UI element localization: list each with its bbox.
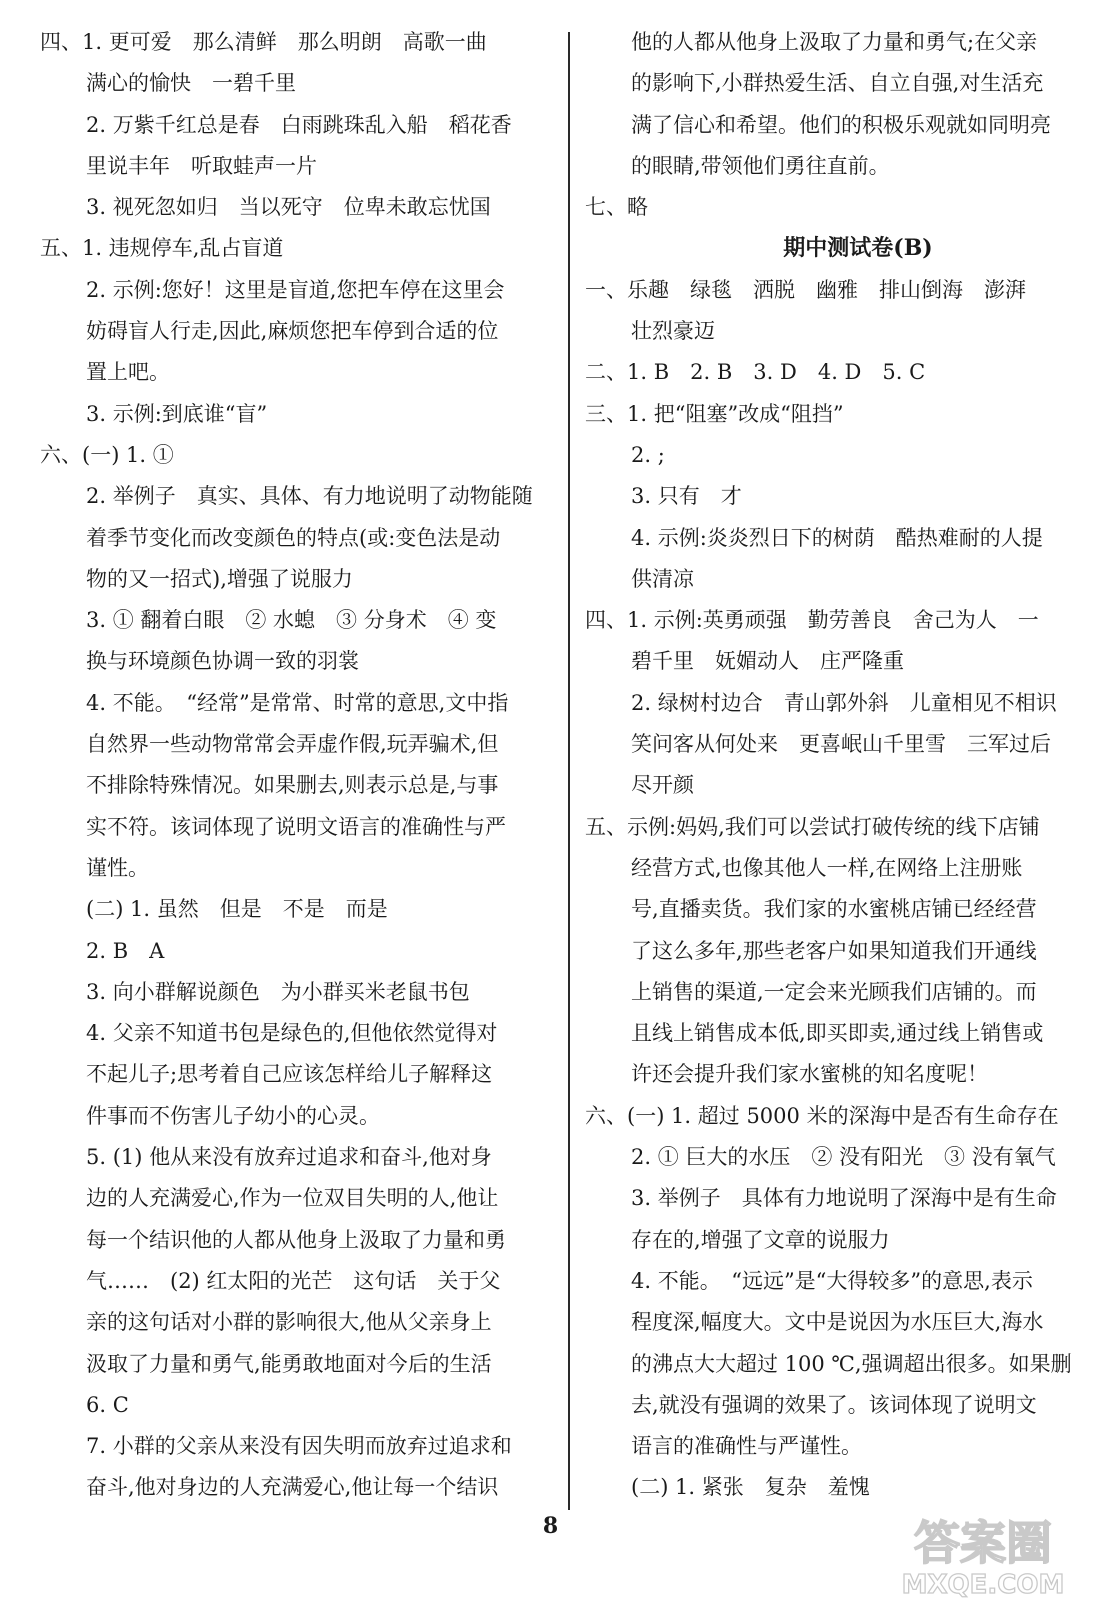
answer-line: 3. 向小群解说颜色 为小群买米老鼠书包 (86, 979, 470, 1004)
answer-line: 着季节变化而改变颜色的特点(或:变色法是动 (86, 525, 501, 550)
answer-line: 不起儿子;思考着自己应该怎样给儿子解释这 (86, 1062, 493, 1087)
answer-line: 的沸点大大超过 100 ℃,强调超出很多。如果删 (631, 1351, 1072, 1376)
answer-line: 3. 只有 才 (631, 484, 742, 509)
answer-line: 供清凉 (631, 566, 694, 591)
answer-line: 许还会提升我们家水蜜桃的知名度呢！ (631, 1062, 988, 1087)
answer-line: 谨性。 (86, 855, 149, 880)
answer-line: 2. ① 巨大的水压 ② 没有阳光 ③ 没有氧气 (631, 1145, 1056, 1170)
watermark-bottom-text: MXQE.COM (901, 1570, 1065, 1600)
answer-line: 置上吧。 (86, 360, 170, 385)
answer-line: 三、1. 把“阻塞”改成“阻挡” (585, 401, 844, 426)
answer-line: 经营方式,也像其他人一样,在网络上注册账 (631, 855, 1023, 880)
answer-line: 件事而不伤害儿子幼小的心灵。 (86, 1103, 380, 1128)
answer-line: 换与环境颜色协调一致的羽裳 (86, 649, 359, 674)
answer-line: 4. 父亲不知道书包是绿色的,但他依然觉得对 (86, 1021, 498, 1046)
answer-line: 3. 举例子 具体有力地说明了深海中是有生命 (631, 1186, 1057, 1211)
answer-line: 存在的,增强了文章的说服力 (631, 1227, 890, 1252)
answer-line: 六、(一) 1. ① (40, 442, 174, 467)
answer-line: 五、示例:妈妈,我们可以尝试打破传统的线下店铺 (585, 814, 1040, 839)
answer-line: 5. (1) 他从来没有放弃过追求和奋斗,他对身 (86, 1145, 492, 1170)
answer-line: (二) 1. 虽然 但是 不是 而是 (86, 897, 388, 922)
answer-line: 每一个结识他的人都从他身上汲取了力量和勇 (86, 1227, 506, 1252)
answer-line: 四、1. 示例:英勇顽强 勤劳善良 舍己为人 一 (585, 608, 1039, 633)
column-divider (568, 32, 570, 1510)
answer-line: 不排除特殊情况。如果删去,则表示总是,与事 (86, 773, 499, 798)
left-column (40, 22, 560, 1509)
right-column (585, 22, 1101, 1509)
answer-line: 2. B A (86, 938, 165, 963)
answer-line: 2. 绿树村边合 青山郭外斜 儿童相见不相识 (631, 690, 1057, 715)
answer-line: 4. 不能。 “远远”是“大得较多”的意思,表示 (631, 1268, 1033, 1293)
answer-line: 实不符。该词体现了说明文语言的准确性与严 (86, 814, 506, 839)
answer-line: 程度深,幅度大。文中是说因为水压巨大,海水 (631, 1310, 1044, 1335)
answer-line: 里说丰年 听取蛙声一片 (86, 153, 317, 178)
answer-line: 六、(一) 1. 超过 5000 米的深海中是否有生命存在 (585, 1103, 1059, 1128)
answer-line: 4. 不能。 “经常”是常常、时常的意思,文中指 (86, 690, 509, 715)
answer-line: 物的又一招式),增强了说服力 (86, 566, 353, 591)
answer-line: 且线上销售成本低,即买即卖,通过线上销售或 (631, 1021, 1044, 1046)
answer-line: 汲取了力量和勇气,能勇敢地面对今后的生活 (86, 1351, 492, 1376)
answer-line: 了这么多年,那些老客户如果知道我们开通线 (631, 938, 1037, 963)
answer-line: 2. 万紫千红总是春 白雨跳珠乱入船 稻花香 (86, 112, 512, 137)
answer-line: 满心的愉快 一碧千里 (86, 71, 296, 96)
answer-line: 气…… (2) 红太阳的光芒 这句话 关于父 (86, 1268, 501, 1293)
answer-line: 尽开颜 (631, 773, 694, 798)
answer-line: (二) 1. 紧张 复杂 羞愧 (631, 1475, 870, 1500)
answer-line: 妨碍盲人行走,因此,麻烦您把车停到合适的位 (86, 319, 499, 344)
answer-line: 2. 示例:您好！这里是盲道,您把车停在这里会 (86, 277, 505, 302)
answer-line: 的影响下,小群热爱生活、自立自强,对生活充 (631, 71, 1044, 96)
answer-line: 亲的这句话对小群的影响很大,他从父亲身上 (86, 1310, 492, 1335)
answer-line: 3. 示例:到底谁“盲” (86, 401, 268, 426)
watermark-top-text: 答案圈 (914, 1516, 1052, 1570)
section-title: 期中测试卷(B) (783, 235, 933, 262)
answer-line: 边的人充满爱心,作为一位双目失明的人,他让 (86, 1186, 499, 1211)
answer-line: 自然界一些动物常常会弄虚作假,玩弄骗术,但 (86, 732, 499, 757)
answer-line: 一、乐趣 绿毯 洒脱 幽雅 排山倒海 澎湃 (585, 277, 1026, 302)
answer-line: 奋斗,他对身边的人充满爱心,他让每一个结识 (86, 1475, 499, 1500)
answer-line: 6. C (86, 1392, 129, 1417)
answer-line: 四、1. 更可爱 那么清鲜 那么明朗 高歌一曲 (40, 30, 487, 54)
answer-line: 4. 示例:炎炎烈日下的树荫 酷热难耐的人提 (631, 525, 1043, 550)
answer-line: 3. ① 翻着白眼 ② 水螅 ③ 分身术 ④ 变 (86, 608, 497, 633)
watermark-logo (873, 1505, 1093, 1600)
answer-line: 壮烈豪迈 (631, 319, 715, 344)
answer-line: 上销售的渠道,一定会来光顾我们店铺的。而 (631, 979, 1037, 1004)
page-number: 8 (542, 1513, 559, 1539)
answer-line: 他的人都从他身上汲取了力量和勇气;在父亲 (631, 30, 1038, 54)
answer-line: 笑问客从何处来 更喜岷山千里雪 三军过后 (631, 732, 1051, 757)
answer-line: 七、略 (585, 195, 648, 220)
answer-line: 号,直播卖货。我们家的水蜜桃店铺已经经营 (631, 897, 1037, 922)
answer-line: 3. 视死忽如归 当以死守 位卑未敢忘忧国 (86, 195, 491, 220)
answer-line: 2. ; (631, 442, 665, 467)
answer-line: 7. 小群的父亲从来没有因失明而放弃过追求和 (86, 1434, 512, 1459)
answer-line: 的眼睛,带领他们勇往直前。 (631, 153, 890, 178)
answer-line: 语言的准确性与严谨性。 (631, 1434, 862, 1459)
answer-line: 去,就没有强调的效果了。该词体现了说明文 (631, 1392, 1037, 1417)
answer-line: 2. 举例子 真实、具体、有力地说明了动物能随 (86, 484, 533, 509)
answer-line: 满了信心和希望。他们的积极乐观就如同明亮 (631, 112, 1051, 137)
answer-line: 碧千里 妩媚动人 庄严隆重 (631, 649, 904, 674)
answer-line: 二、1. B 2. B 3. D 4. D 5. C (585, 360, 926, 385)
answer-line: 五、1. 违规停车,乱占盲道 (40, 236, 284, 261)
